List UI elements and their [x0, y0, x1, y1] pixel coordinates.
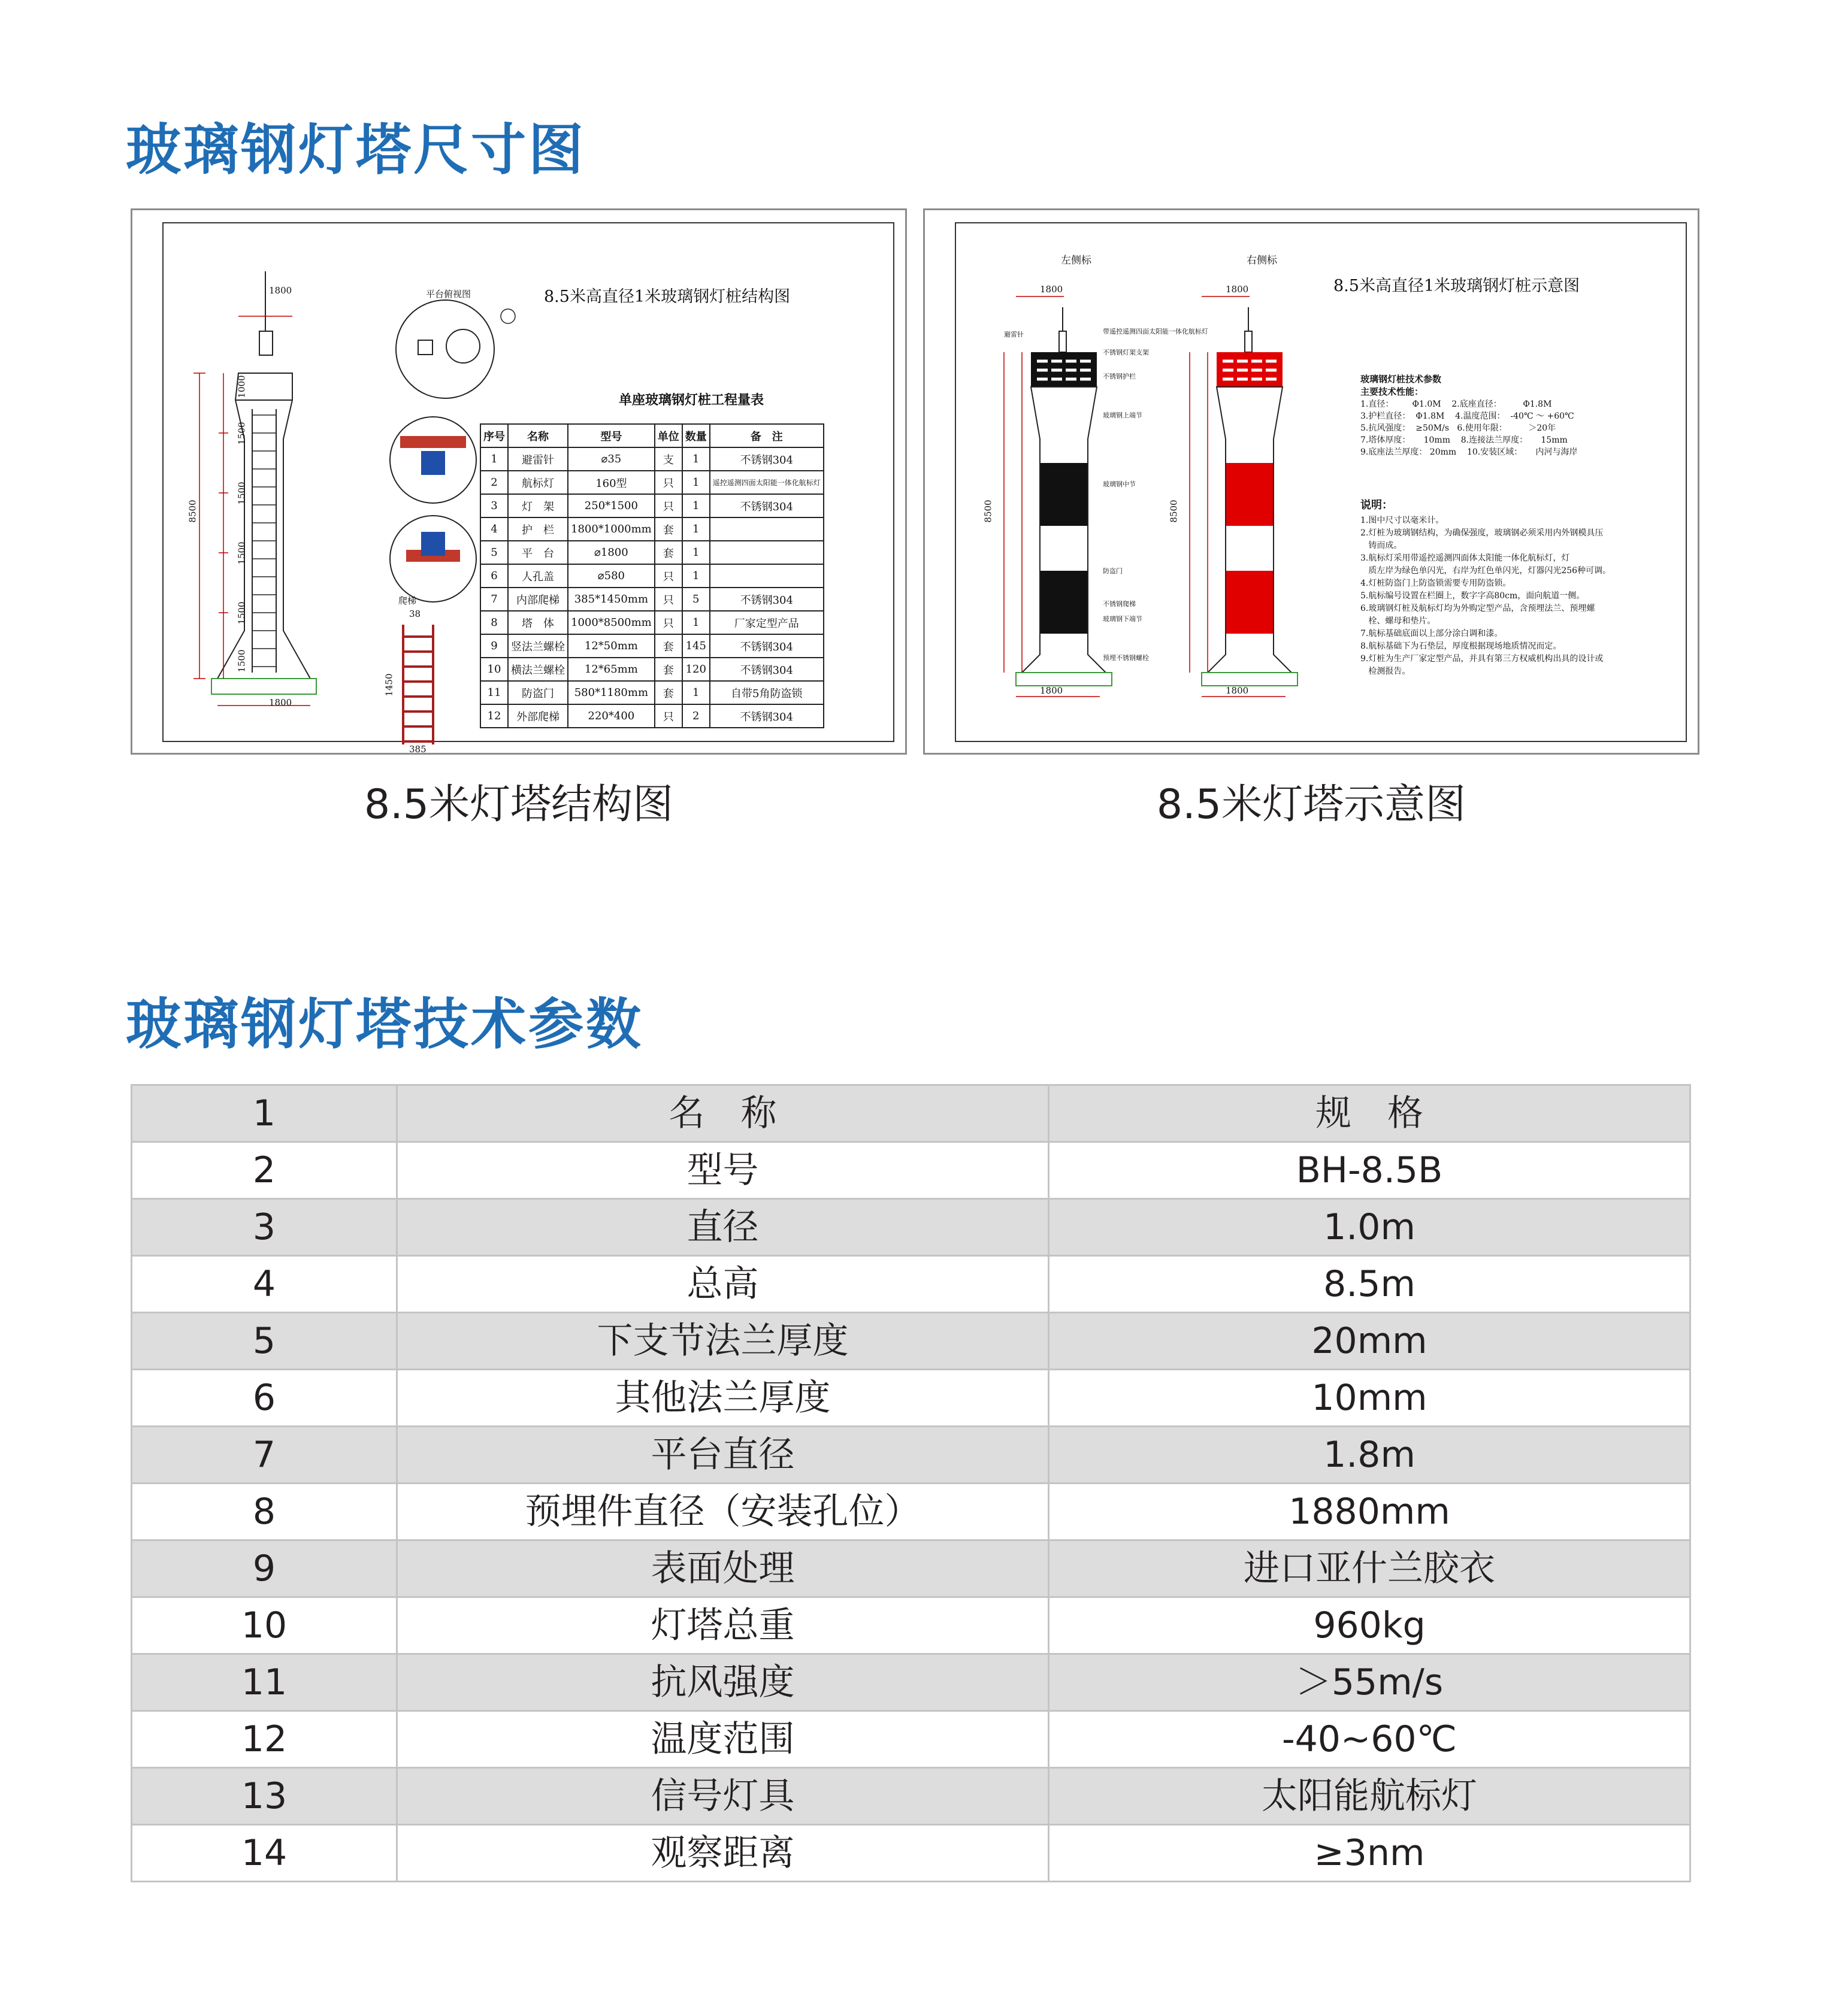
quantity-cell: 套 — [655, 517, 682, 541]
quantity-cell: 11 — [480, 681, 508, 704]
left-dim-base: 1800 — [1040, 685, 1063, 696]
quantity-cell: 1 — [682, 564, 710, 588]
spec-name-cell: 温度范围 — [397, 1711, 1049, 1768]
spec-index-cell: 9 — [132, 1540, 397, 1597]
quantity-cell: 套 — [655, 658, 682, 681]
dim-seg6: 1500 — [236, 649, 247, 673]
quantity-cell: 2 — [480, 471, 508, 494]
quantity-cell: 只 — [655, 588, 682, 611]
quantity-row — [480, 658, 824, 681]
quantity-row — [480, 447, 824, 471]
quantity-cell: 平 台 — [508, 541, 568, 564]
right-dim-base: 1800 — [1226, 685, 1249, 696]
quantity-header-cell: 序号 — [480, 424, 508, 447]
structure-drawing-caption: 8.5米灯塔结构图 — [364, 781, 674, 828]
spec-name-cell: 信号灯具 — [397, 1768, 1049, 1825]
quantity-cell: 灯 架 — [508, 494, 568, 517]
platform-plan-view — [385, 289, 523, 409]
callout-ladder: 不锈钢爬梯 — [1103, 600, 1136, 608]
quantity-cell: 580*1180mm — [568, 681, 655, 704]
spec-row — [132, 1085, 1690, 1142]
quantity-cell: 外部爬梯 — [508, 704, 568, 728]
spec-name-cell: 直径 — [397, 1199, 1049, 1256]
callout-middle-section: 玻璃钢中节 — [1103, 480, 1136, 488]
spec-index-cell: 4 — [132, 1256, 397, 1313]
spec-index-cell: 11 — [132, 1654, 397, 1711]
quantity-cell: 不锈钢304 — [710, 658, 824, 681]
dim-ladder-height: 1450 — [383, 673, 395, 697]
quantity-cell: 1 — [682, 447, 710, 471]
callout-railing: 不锈钢护栏 — [1103, 373, 1136, 380]
dim-ladder-top: 38 — [409, 609, 421, 619]
dim-ladder-width: 385 — [409, 744, 427, 755]
quantity-cell: ⌀580 — [568, 564, 655, 588]
quantity-cell: 自带5角防盗锁 — [710, 681, 824, 704]
spec-row — [132, 1142, 1690, 1199]
callout-light-bracket: 不锈钢灯架支架 — [1103, 349, 1149, 356]
params-title: 玻璃钢灯桩技术参数 主要技术性能： — [1360, 374, 1442, 397]
quantity-header-cell: 名称 — [508, 424, 568, 447]
ladder-label: 爬梯 — [398, 595, 417, 606]
spec-index-cell: 6 — [132, 1370, 397, 1427]
params-text: 1.直径： Φ1.0M 2.底座直径： Φ1.8M 3.护栏直径： Φ1.8M 4.温度范围： -40℃ ～ +60℃ 5.抗风强度： ≥50M/s 6.使用年限： ＞20年 7.塔体厚度： 10mm 8.连接法兰厚度： 15mm 9.底座法兰厚度： 20mm 10.安装区域： 内河与海岸 — [1360, 399, 1578, 457]
quantity-cell: 1 — [682, 611, 710, 634]
quantity-table-header — [480, 424, 824, 447]
quantity-cell: 12 — [480, 704, 508, 728]
spec-row — [132, 1825, 1690, 1882]
quantity-row — [480, 541, 824, 564]
quantity-cell: 385*1450mm — [568, 588, 655, 611]
spec-value-cell: BH-8.5B — [1049, 1142, 1690, 1199]
spec-index-cell: 14 — [132, 1825, 397, 1882]
quantity-cell: 5 — [682, 588, 710, 611]
quantity-row — [480, 564, 824, 588]
quantity-cell: 遥控遥测四面太阳能一体化航标灯 — [710, 471, 824, 494]
quantity-cell — [710, 564, 824, 588]
quantity-header-cell: 单位 — [655, 424, 682, 447]
quantity-cell: 1 — [682, 541, 710, 564]
dim-base-width: 1800 — [269, 697, 292, 708]
callout-anchor-bolts: 预埋不锈钢螺栓 — [1103, 654, 1149, 662]
structure-drawing-title: 8.5米高直径1米玻璃钢灯桩结构图 — [544, 287, 791, 306]
quantity-cell: 1 — [480, 447, 508, 471]
quantity-row — [480, 634, 824, 658]
quantity-row — [480, 611, 824, 634]
quantity-cell: 不锈钢304 — [710, 634, 824, 658]
spec-value-cell: ＞55m/s — [1049, 1654, 1690, 1711]
quantity-cell: 5 — [480, 541, 508, 564]
quantity-header-cell: 数量 — [682, 424, 710, 447]
quantity-cell: 1800*1000mm — [568, 517, 655, 541]
quantity-cell: 塔 体 — [508, 611, 568, 634]
quantity-table — [480, 423, 824, 728]
quantity-cell: 10 — [480, 658, 508, 681]
quantity-cell: 航标灯 — [508, 471, 568, 494]
quantity-cell: 1000*8500mm — [568, 611, 655, 634]
quantity-cell: 横法兰螺栓 — [508, 658, 568, 681]
spec-row — [132, 1768, 1690, 1825]
spec-name-cell: 平台直径 — [397, 1427, 1049, 1484]
spec-name-cell: 表面处理 — [397, 1540, 1049, 1597]
quantity-cell: 4 — [480, 517, 508, 541]
spec-index-cell: 10 — [132, 1597, 397, 1654]
quantity-cell: 支 — [655, 447, 682, 471]
spec-value-cell: 进口亚什兰胶衣 — [1049, 1540, 1690, 1597]
dim-seg2: 1500 — [236, 422, 247, 445]
quantity-header-cell: 备 注 — [710, 424, 824, 447]
quantity-cell: 避雷针 — [508, 447, 568, 471]
spec-value-cell: ≥3nm — [1049, 1825, 1690, 1882]
left-dim-height: 8500 — [982, 499, 994, 523]
spec-row — [132, 1484, 1690, 1540]
spec-name-cell: 名 称 — [397, 1085, 1049, 1142]
quantity-table-title: 单座玻璃钢灯桩工程量表 — [619, 392, 764, 408]
schematic-drawing-caption: 8.5米灯塔示意图 — [1156, 781, 1466, 828]
quantity-cell: ⌀35 — [568, 447, 655, 471]
quantity-cell: 防盗门 — [508, 681, 568, 704]
spec-name-cell: 型号 — [397, 1142, 1049, 1199]
ladder-drawing — [391, 619, 451, 750]
quantity-cell: 不锈钢304 — [710, 588, 824, 611]
spec-row — [132, 1370, 1690, 1427]
quantity-cell: 只 — [655, 704, 682, 728]
spec-value-cell: 10mm — [1049, 1370, 1690, 1427]
spec-value-cell: 1.0m — [1049, 1199, 1690, 1256]
quantity-cell: 竖法兰螺栓 — [508, 634, 568, 658]
spec-index-cell: 7 — [132, 1427, 397, 1484]
quantity-cell: 不锈钢304 — [710, 447, 824, 471]
spec-index-cell: 3 — [132, 1199, 397, 1256]
quantity-cell: 160型 — [568, 471, 655, 494]
spec-row — [132, 1256, 1690, 1313]
platform-plan-label: 平台俯视图 — [426, 289, 471, 299]
quantity-cell: 1 — [682, 494, 710, 517]
spec-row — [132, 1711, 1690, 1768]
quantity-cell: 只 — [655, 494, 682, 517]
notes-text: 1.图中尺寸以毫米计。 2.灯桩为玻璃钢结构，为确保强度，玻璃钢必须采用内外钢模具压 铸而成。 3.航标灯采用带遥控遥测四面体太阳能一体化航标灯，灯 质左岸为绿色单闪光，右岸为红色单闪光，灯器闪光256种可调。 4.灯桩防盗门上防盗锁需要专用防盗锁。 5.航标编号设置在栏圈上，数字字高80cm，面向航道一侧。 6.玻璃钢灯桩及航标灯均为外购定型产品，含预埋法兰、预埋螺 栓、螺母和垫片。 7.航标基础底面以上部分涂白调和漆。 8.航标基础下为石垫层，厚度根据现场地质情况而定。 9.灯桩为生产厂家定型产品，并具有第三方权威机构出具的设计或 检测报告。 — [1360, 516, 1611, 676]
callout-door: 防盗门 — [1103, 567, 1123, 575]
flange-detail-drawing — [382, 415, 490, 613]
quantity-cell: 不锈钢304 — [710, 494, 824, 517]
spec-index-cell: 13 — [132, 1768, 397, 1825]
quantity-cell: 3 — [480, 494, 508, 517]
spec-value-cell: 1.8m — [1049, 1427, 1690, 1484]
spec-value-cell: 8.5m — [1049, 1256, 1690, 1313]
spec-row — [132, 1654, 1690, 1711]
dim-seg4: 1500 — [236, 541, 247, 565]
spec-index-cell: 12 — [132, 1711, 397, 1768]
quantity-cell: 人孔盖 — [508, 564, 568, 588]
spec-name-cell: 总高 — [397, 1256, 1049, 1313]
spec-index-cell: 5 — [132, 1313, 397, 1370]
quantity-cell: 只 — [655, 564, 682, 588]
spec-value-cell: 960kg — [1049, 1597, 1690, 1654]
quantity-cell: 1 — [682, 681, 710, 704]
callout-upper-section: 玻璃钢上端节 — [1103, 411, 1142, 419]
spec-value-cell: 太阳能航标灯 — [1049, 1768, 1690, 1825]
left-dim-top: 1800 — [1040, 284, 1063, 295]
quantity-cell: 7 — [480, 588, 508, 611]
quantity-cell: 220*400 — [568, 704, 655, 728]
quantity-cell: 护 栏 — [508, 517, 568, 541]
callout-lower-section: 玻璃钢下端节 — [1103, 615, 1142, 623]
callout-lightning-rod: 避雷针 — [1004, 331, 1024, 338]
quantity-cell: 套 — [655, 634, 682, 658]
spec-row — [132, 1540, 1690, 1597]
spec-name-cell: 其他法兰厚度 — [397, 1370, 1049, 1427]
schematic-drawing-panel — [923, 208, 1699, 755]
quantity-row — [480, 494, 824, 517]
quantity-row — [480, 471, 824, 494]
spec-row — [132, 1313, 1690, 1370]
section-title-dimensions: 玻璃钢灯塔尺寸图 — [126, 118, 586, 182]
quantity-cell: 145 — [682, 634, 710, 658]
right-dim-top: 1800 — [1226, 284, 1249, 295]
right-dim-height: 8500 — [1168, 499, 1179, 523]
quantity-cell: 120 — [682, 658, 710, 681]
quantity-cell: ⌀1800 — [568, 541, 655, 564]
quantity-cell: 12*65mm — [568, 658, 655, 681]
quantity-cell: 9 — [480, 634, 508, 658]
dim-total-height: 8500 — [187, 499, 198, 523]
right-side-label: 右侧标 — [1247, 255, 1277, 267]
left-side-label: 左侧标 — [1061, 255, 1091, 267]
spec-name-cell: 下支节法兰厚度 — [397, 1313, 1049, 1370]
quantity-cell — [710, 517, 824, 541]
notes-title: 说明： — [1360, 499, 1393, 511]
spec-value-cell: 20mm — [1049, 1313, 1690, 1370]
spec-index-cell: 8 — [132, 1484, 397, 1540]
quantity-row — [480, 704, 824, 728]
spec-index-cell: 2 — [132, 1142, 397, 1199]
quantity-row — [480, 681, 824, 704]
schematic-drawing-title: 8.5米高直径1米玻璃钢灯桩示意图 — [1333, 277, 1580, 295]
callout-nav-light: 带遥控遥测四面太阳能一体化航标灯 — [1103, 328, 1208, 335]
spec-name-cell: 预埋件直径（安装孔位） — [397, 1484, 1049, 1540]
quantity-cell: 内部爬梯 — [508, 588, 568, 611]
quantity-cell: 2 — [682, 704, 710, 728]
spec-name-cell: 观察距离 — [397, 1825, 1049, 1882]
dim-seg3: 1500 — [236, 482, 247, 505]
spec-value-cell: 1880mm — [1049, 1484, 1690, 1540]
quantity-cell: 250*1500 — [568, 494, 655, 517]
spec-row — [132, 1199, 1690, 1256]
drawing-frame — [162, 222, 894, 755]
spec-value-cell: -40~60℃ — [1049, 1711, 1690, 1768]
spec-row — [132, 1597, 1690, 1654]
spec-name-cell: 抗风强度 — [397, 1654, 1049, 1711]
spec-index-cell: 1 — [132, 1085, 397, 1142]
section-title-specs: 玻璃钢灯塔技术参数 — [126, 992, 644, 1056]
dim-seg5: 1500 — [236, 601, 247, 625]
quantity-cell: 厂家定型产品 — [710, 611, 824, 634]
quantity-row — [480, 517, 824, 541]
quantity-row — [480, 588, 824, 611]
quantity-cell: 不锈钢304 — [710, 704, 824, 728]
dim-seg1: 1000 — [236, 375, 247, 398]
quantity-cell — [710, 541, 824, 564]
quantity-cell: 套 — [655, 541, 682, 564]
tower-structure-drawing — [176, 259, 379, 738]
quantity-cell: 1 — [682, 517, 710, 541]
drawing-frame — [955, 222, 1687, 742]
quantity-cell: 只 — [655, 611, 682, 634]
quantity-cell: 1 — [682, 471, 710, 494]
dim-top-width: 1800 — [269, 285, 292, 296]
spec-value-cell: 规 格 — [1049, 1085, 1690, 1142]
quantity-cell: 8 — [480, 611, 508, 634]
spec-table — [131, 1084, 1691, 1882]
spec-row — [132, 1427, 1690, 1484]
quantity-cell: 12*50mm — [568, 634, 655, 658]
spec-name-cell: 灯塔总重 — [397, 1597, 1049, 1654]
quantity-cell: 套 — [655, 681, 682, 704]
quantity-header-cell: 型号 — [568, 424, 655, 447]
quantity-cell: 6 — [480, 564, 508, 588]
structure-drawing-panel — [131, 208, 907, 755]
quantity-cell: 只 — [655, 471, 682, 494]
